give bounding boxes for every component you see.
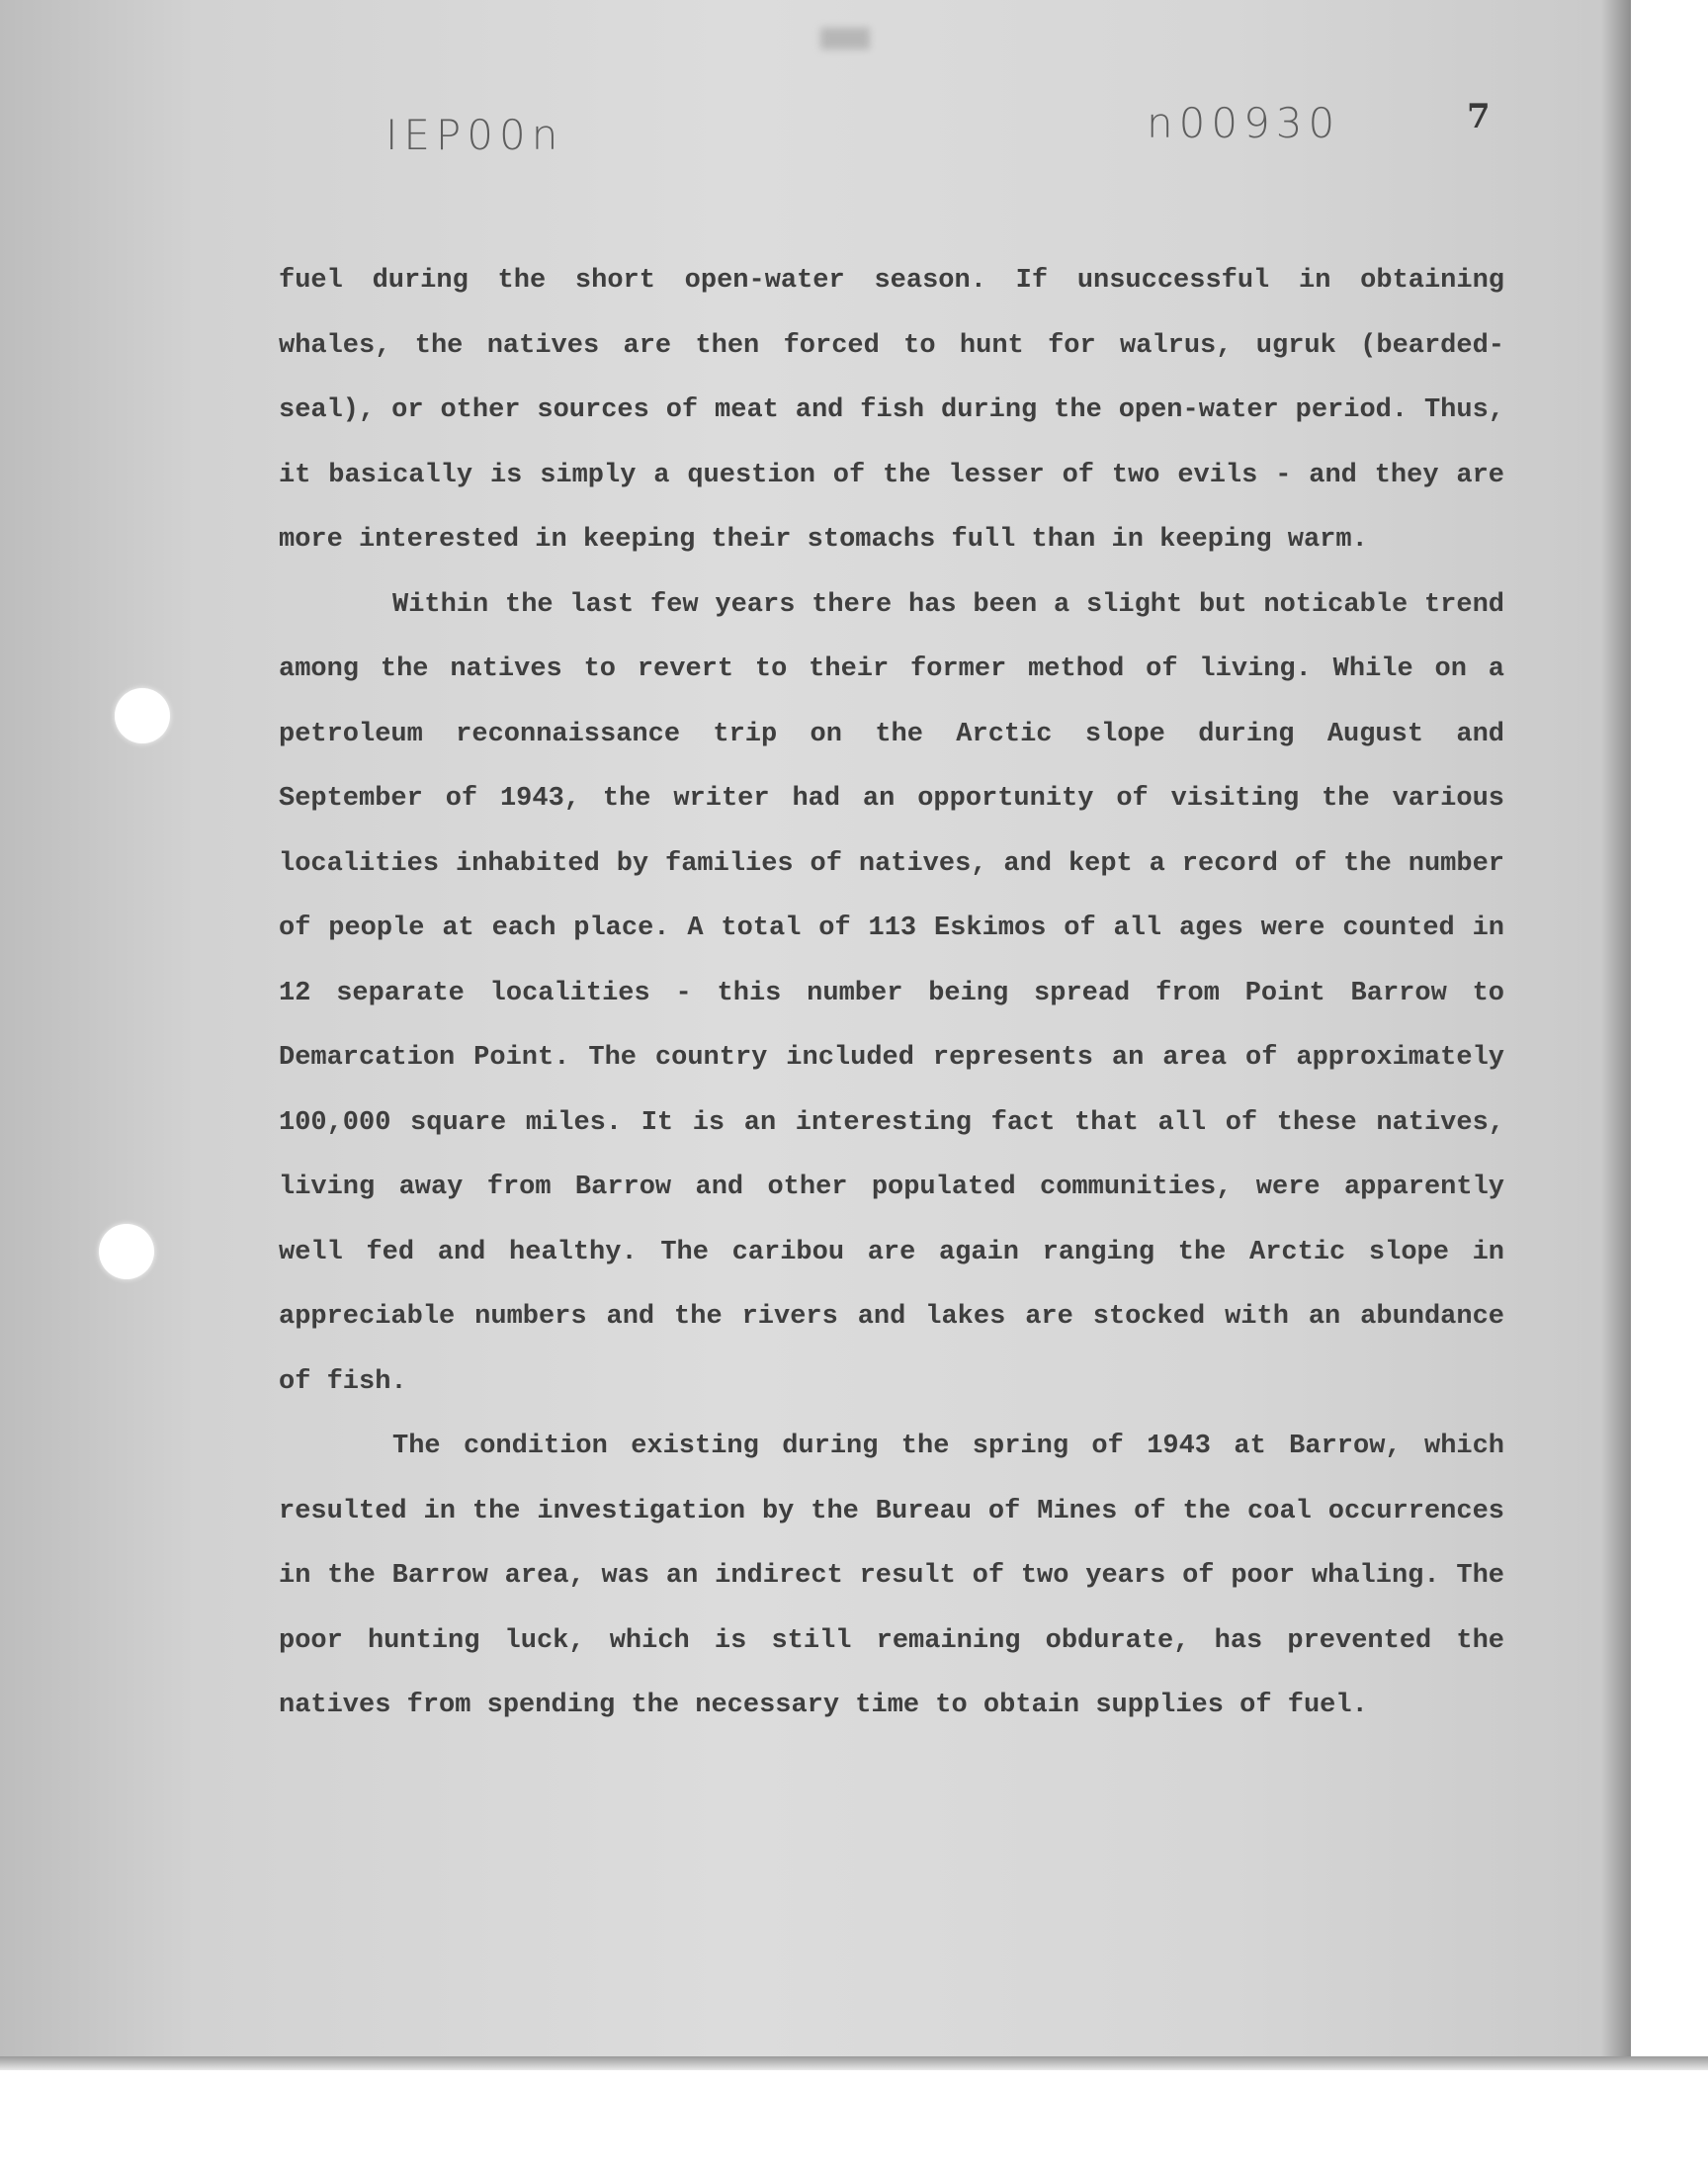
paragraph: Within the last few years there has been a slight but noticable trend among the natives to revert to their former method of living. While on a petroleum reconnaissance trip on the Arctic slope during August and September of 1943, the writer had an opportunity of visiting the various localities inhabited by families of natives, and kept a record of the number of people at each place. A total of 113 Eskimos of all ages were counted in 12 separate localities - this number being spread from Point Barrow to Demarcation Point. The country included represents an area of approximately 100,000 square miles. It is an interesting fact that all of these natives, living away from Barrow and other populated communities, were apparently well fed and healthy. The caribou are again ranging the Arctic slope in appreciable numbers and the rivers and lakes are stocked with an abundance of fish.: [279, 589, 1504, 1397]
document-stamp-left: IEP00n: [385, 111, 564, 159]
body-text: [279, 249, 1504, 1739]
page-edge-shadow: [1601, 0, 1631, 2056]
paragraph: fuel during the short open-water season. If unsuccessful in obtaining whales, the natives are then forced to hunt for walrus, ugruk (bearded-seal), or other sources of meat and fish during the open-water period. Thus, it basically is simply a question of the lesser of two evils - and they are more interested in keeping their stomachs full than in keeping warm.: [279, 266, 1504, 555]
page-bottom-edge: [0, 2056, 1708, 2070]
paragraph: The condition existing during the spring of 1943 at Barrow, which resulted in the investigation by the Bureau of Mines of the coal occurrences in the Barrow area, was an indirect result of two years of poor whaling. The poor hunting luck, which is still remaining obdurate, has prevented the natives from spending the necessary time to obtain supplies of fuel.: [279, 1432, 1504, 1720]
page-number: 7: [1467, 97, 1491, 136]
scan-smudge: [820, 28, 870, 49]
document-stamp-right: n00930: [1147, 99, 1341, 147]
punch-hole: [115, 688, 170, 743]
punch-hole: [99, 1224, 154, 1279]
